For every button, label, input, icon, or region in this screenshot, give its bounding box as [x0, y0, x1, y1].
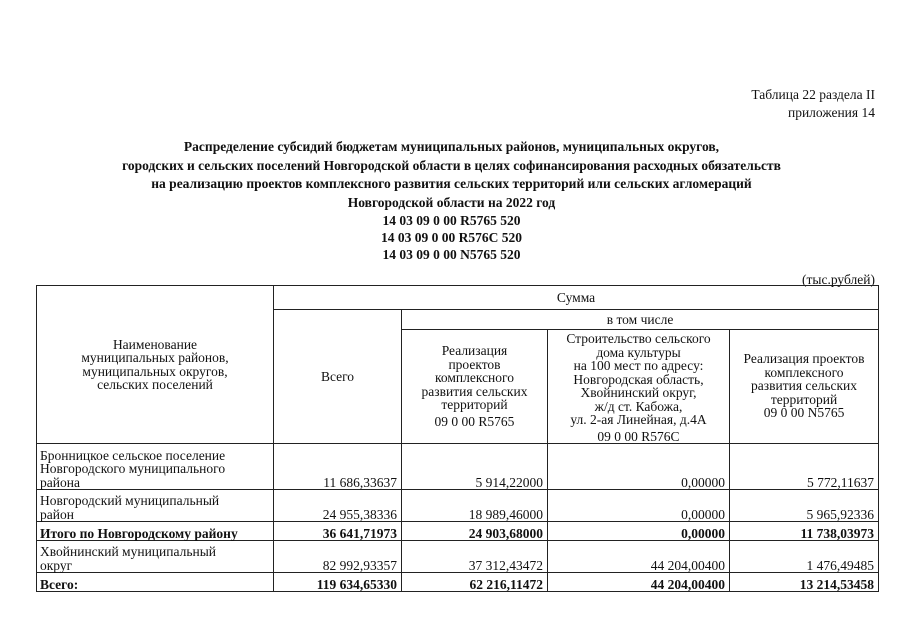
title-line: городских и сельских поселений Новгородской области в целях софинансирования расходных обязательств [122, 157, 781, 173]
cell-r576c: 0,00000 [548, 490, 730, 522]
cell-n5765: 11 738,03973 [730, 522, 879, 541]
cell-r5765: 62 216,11472 [402, 573, 548, 592]
cell-total: 82 992,93357 [274, 541, 402, 573]
header-n5765: Реализация проектов комплексного развития сельских территорий 09 0 00 N5765 [730, 330, 879, 444]
row-name: Итого по Новгородскому району [37, 522, 274, 541]
table-number: Таблица 22 раздела II [751, 87, 875, 102]
header-including: в том числе [402, 310, 879, 330]
table-row [37, 573, 879, 592]
header-name: Наименование муниципальных районов, муниципальных округов, сельских поселений [37, 286, 274, 444]
table-row [37, 490, 879, 522]
title-line: Распределение субсидий бюджетам муниципальных районов, муниципальных округов, [183, 139, 720, 154]
budget-codes [0, 212, 903, 263]
cell-n5765: 1 476,49485 [730, 541, 879, 573]
budget-code: 14 03 09 0 00 R5765 520 [382, 213, 521, 228]
document-title [0, 138, 903, 212]
header-r5765: Реализация проектов комплексного развития сельских территорий 09 0 00 R5765 [402, 330, 548, 444]
cell-n5765: 5 772,11637 [730, 444, 879, 490]
title-line: на реализацию проектов комплексного развития сельских территорий или сельских агломераций [151, 176, 752, 191]
table-row [37, 541, 879, 573]
budget-code: 14 03 09 0 00 R576C 520 [381, 230, 522, 245]
cell-total: 11 686,33637 [274, 444, 402, 490]
units-label: (тыс.рублей) [802, 272, 875, 287]
row-name: Новгородский муниципальный район [37, 490, 274, 522]
header-r576c: Строительство сельского дома культуры на 100 мест по адресу: Новгородская область, Хвойнинский округ, ж/д ст. Кабожа, ул. 2-ая Линейная, д.4А 09 0 00 R576C [548, 330, 730, 444]
cell-total: 24 955,38336 [274, 490, 402, 522]
subsidy-table [36, 285, 879, 592]
cell-r5765: 24 903,68000 [402, 522, 548, 541]
header-total: Всего [274, 310, 402, 444]
cell-r576c: 0,00000 [548, 444, 730, 490]
cell-r576c: 44 204,00400 [548, 573, 730, 592]
table-row [37, 522, 879, 541]
budget-code: 14 03 09 0 00 N5765 520 [382, 247, 521, 262]
cell-r576c: 44 204,00400 [548, 541, 730, 573]
cell-total: 119 634,65330 [274, 573, 402, 592]
header-sum: Сумма [274, 286, 879, 310]
table-row [37, 444, 879, 490]
row-name: Всего: [37, 573, 274, 592]
cell-r5765: 18 989,46000 [402, 490, 548, 522]
cell-r576c: 0,00000 [548, 522, 730, 541]
title-line: Новгородской области на 2022 год [347, 194, 556, 210]
appendix-number: приложения 14 [787, 105, 875, 120]
cell-total: 36 641,71973 [274, 522, 402, 541]
row-name: Хвойнинский муниципальный округ [37, 541, 274, 573]
row-name: Бронницкое сельское поселение Новгородского муниципального района [37, 444, 274, 490]
cell-r5765: 5 914,22000 [402, 444, 548, 490]
table-reference [751, 86, 875, 122]
cell-r5765: 37 312,43472 [402, 541, 548, 573]
cell-n5765: 13 214,53458 [730, 573, 879, 592]
cell-n5765: 5 965,92336 [730, 490, 879, 522]
